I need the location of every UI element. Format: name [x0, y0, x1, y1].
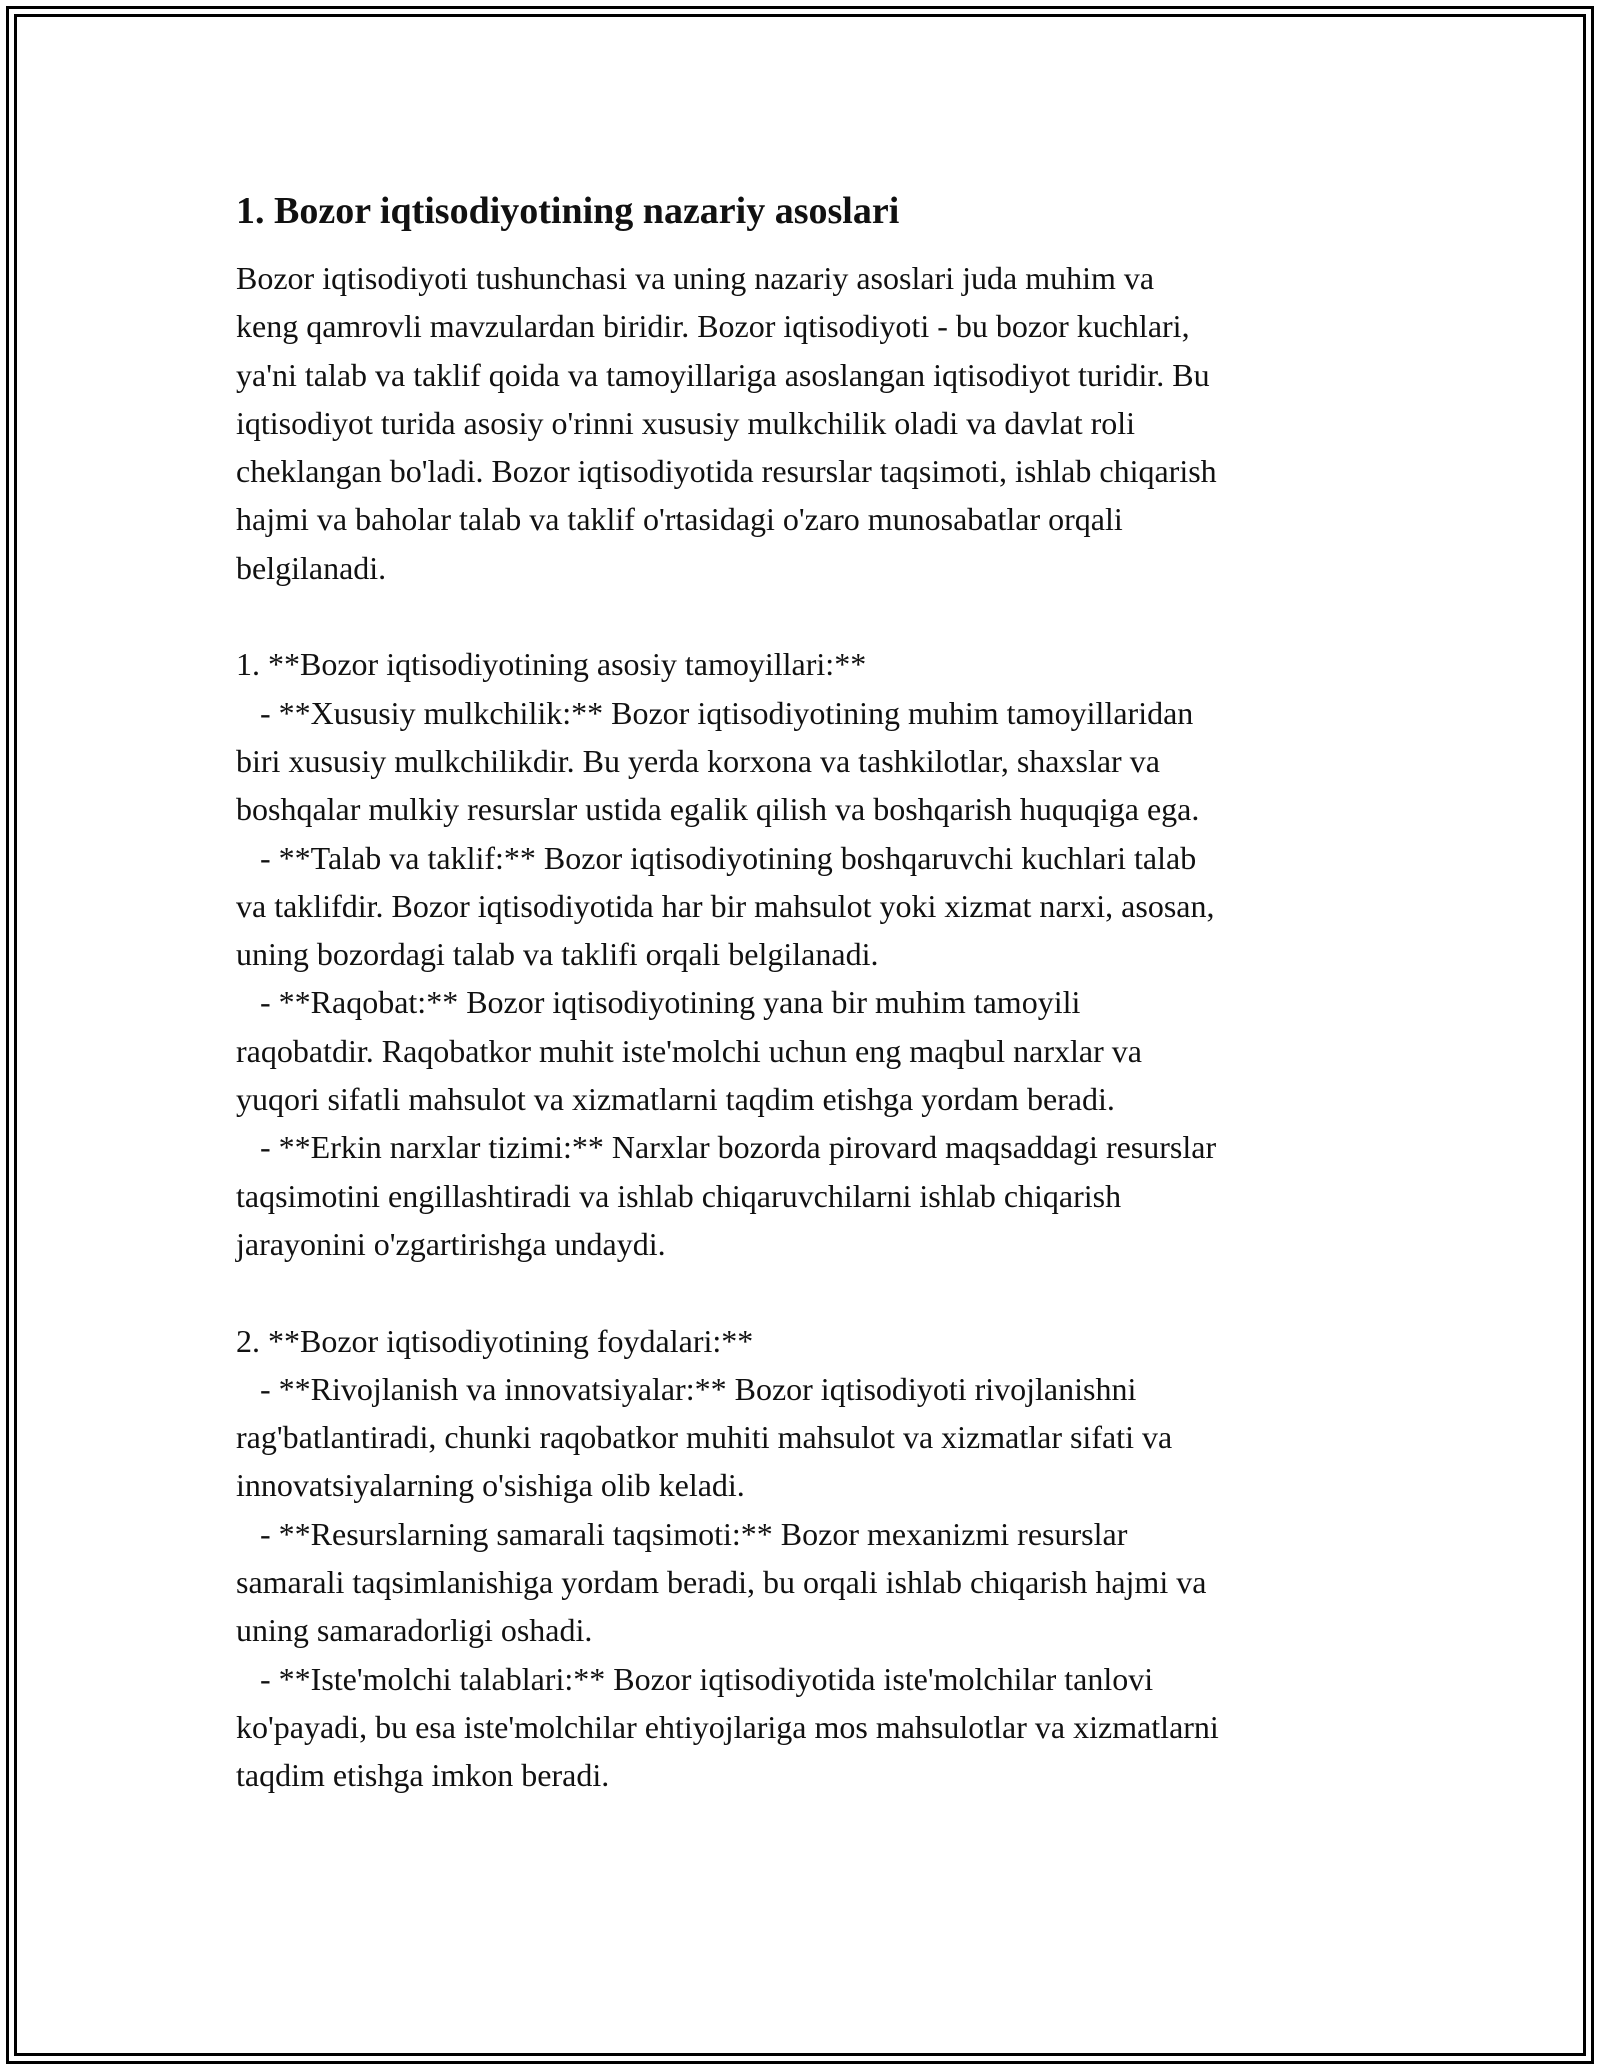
- text-line: - **Iste'molchi talablari:** Bozor iqtisodiyotida iste'molchilar tanlovi: [236, 1660, 1154, 1697]
- text-line: Bozor iqtisodiyoti tushunchasi va uning nazariy asoslari juda muhim va: [236, 260, 1155, 296]
- text-line: - **Resurslarning samarali taqsimoti:** Bozor mexanizmi resurslar: [236, 1515, 1128, 1552]
- text-line: uning bozordagi talab va taklifi orqali belgilanadi.: [236, 936, 879, 973]
- text-line: raqobatdir. Raqobatkor muhit iste'molchi uchun eng maqbul narxlar va: [236, 1032, 1142, 1069]
- document-content: [236, 186, 1376, 1800]
- text-line: yuqori sifatli mahsulot va xizmatlarni taqdim etishga yordam beradi.: [236, 1081, 1115, 1118]
- text-line: - **Talab va taklif:** Bozor iqtisodiyotining boshqaruvchi kuchlari talab: [236, 839, 1197, 876]
- paragraph-gap: [236, 1268, 1376, 1316]
- text-line: samarali taqsimlanishiga yordam beradi, bu orqali ishlab chiqarish hajmi va: [236, 1564, 1207, 1601]
- principles-section: [236, 640, 1376, 1268]
- text-line: - **Rivojlanish va innovatsiyalar:** Bozor iqtisodiyoti rivojlanishni: [236, 1370, 1137, 1407]
- text-line: innovatsiyalarning o'sishiga olib keladi.: [236, 1467, 745, 1504]
- text-line: belgilanadi.: [236, 549, 387, 586]
- text-line: - **Erkin narxlar tizimi:** Narxlar bozorda pirovard maqsaddagi resurslar: [236, 1129, 1217, 1166]
- text-line: 2. **Bozor iqtisodiyotining foydalari:**: [236, 1322, 754, 1359]
- text-line: 1. **Bozor iqtisodiyotining asosiy tamoyillari:**: [236, 646, 867, 683]
- text-line: jarayonini o'zgartirishga undaydi.: [236, 1225, 666, 1262]
- document-title: 1. Bozor iqtisodiyotining nazariy asoslari: [236, 190, 900, 232]
- text-line: taqsimotini engillashtiradi va ishlab chiqaruvchilarni ishlab chiqarish: [236, 1177, 1122, 1214]
- text-line: iqtisodiyot turida asosiy o'rinni xususiy mulkchilik oladi va davlat roli: [236, 404, 1136, 441]
- paragraph-gap: [236, 592, 1376, 640]
- text-line: ya'ni talab va taklif qoida va tamoyillariga asoslangan iqtisodiyot turidir. Bu: [236, 356, 1210, 393]
- text-line: taqdim etishga imkon beradi.: [236, 1757, 610, 1794]
- text-line: keng qamrovli mavzulardan biridir. Bozor iqtisodiyoti - bu bozor kuchlari,: [236, 308, 1190, 345]
- text-line: - **Xususiy mulkchilik:** Bozor iqtisodiyotining muhim tamoyillaridan: [236, 694, 1194, 731]
- text-line: ko'payadi, bu esa iste'molchilar ehtiyojlariga mos mahsulotlar va xizmatlarni: [236, 1708, 1219, 1745]
- text-line: - **Raqobat:** Bozor iqtisodiyotining yana bir muhim tamoyili: [236, 984, 1081, 1021]
- text-line: hajmi va baholar talab va taklif o'rtasidagi o'zaro munosabatlar orqali: [236, 501, 1123, 538]
- text-line: uning samaradorligi oshadi.: [236, 1612, 593, 1649]
- text-line: va taklifdir. Bozor iqtisodiyotida har bir mahsulot yoki xizmat narxi, asosan,: [236, 887, 1215, 924]
- intro-paragraph: [236, 254, 1376, 592]
- benefits-section: [236, 1317, 1376, 1800]
- text-line: cheklangan bo'ladi. Bozor iqtisodiyotida resurslar taqsimoti, ishlab chiqarish: [236, 453, 1217, 490]
- text-line: boshqalar mulkiy resurslar ustida egalik qilish va boshqarish huquqiga ega.: [236, 791, 1200, 828]
- text-line: rag'batlantiradi, chunki raqobatkor muhiti mahsulot va xizmatlar sifati va: [236, 1419, 1173, 1456]
- text-line: biri xususiy mulkchilikdir. Bu yerda korxona va tashkilotlar, shaxslar va: [236, 742, 1160, 779]
